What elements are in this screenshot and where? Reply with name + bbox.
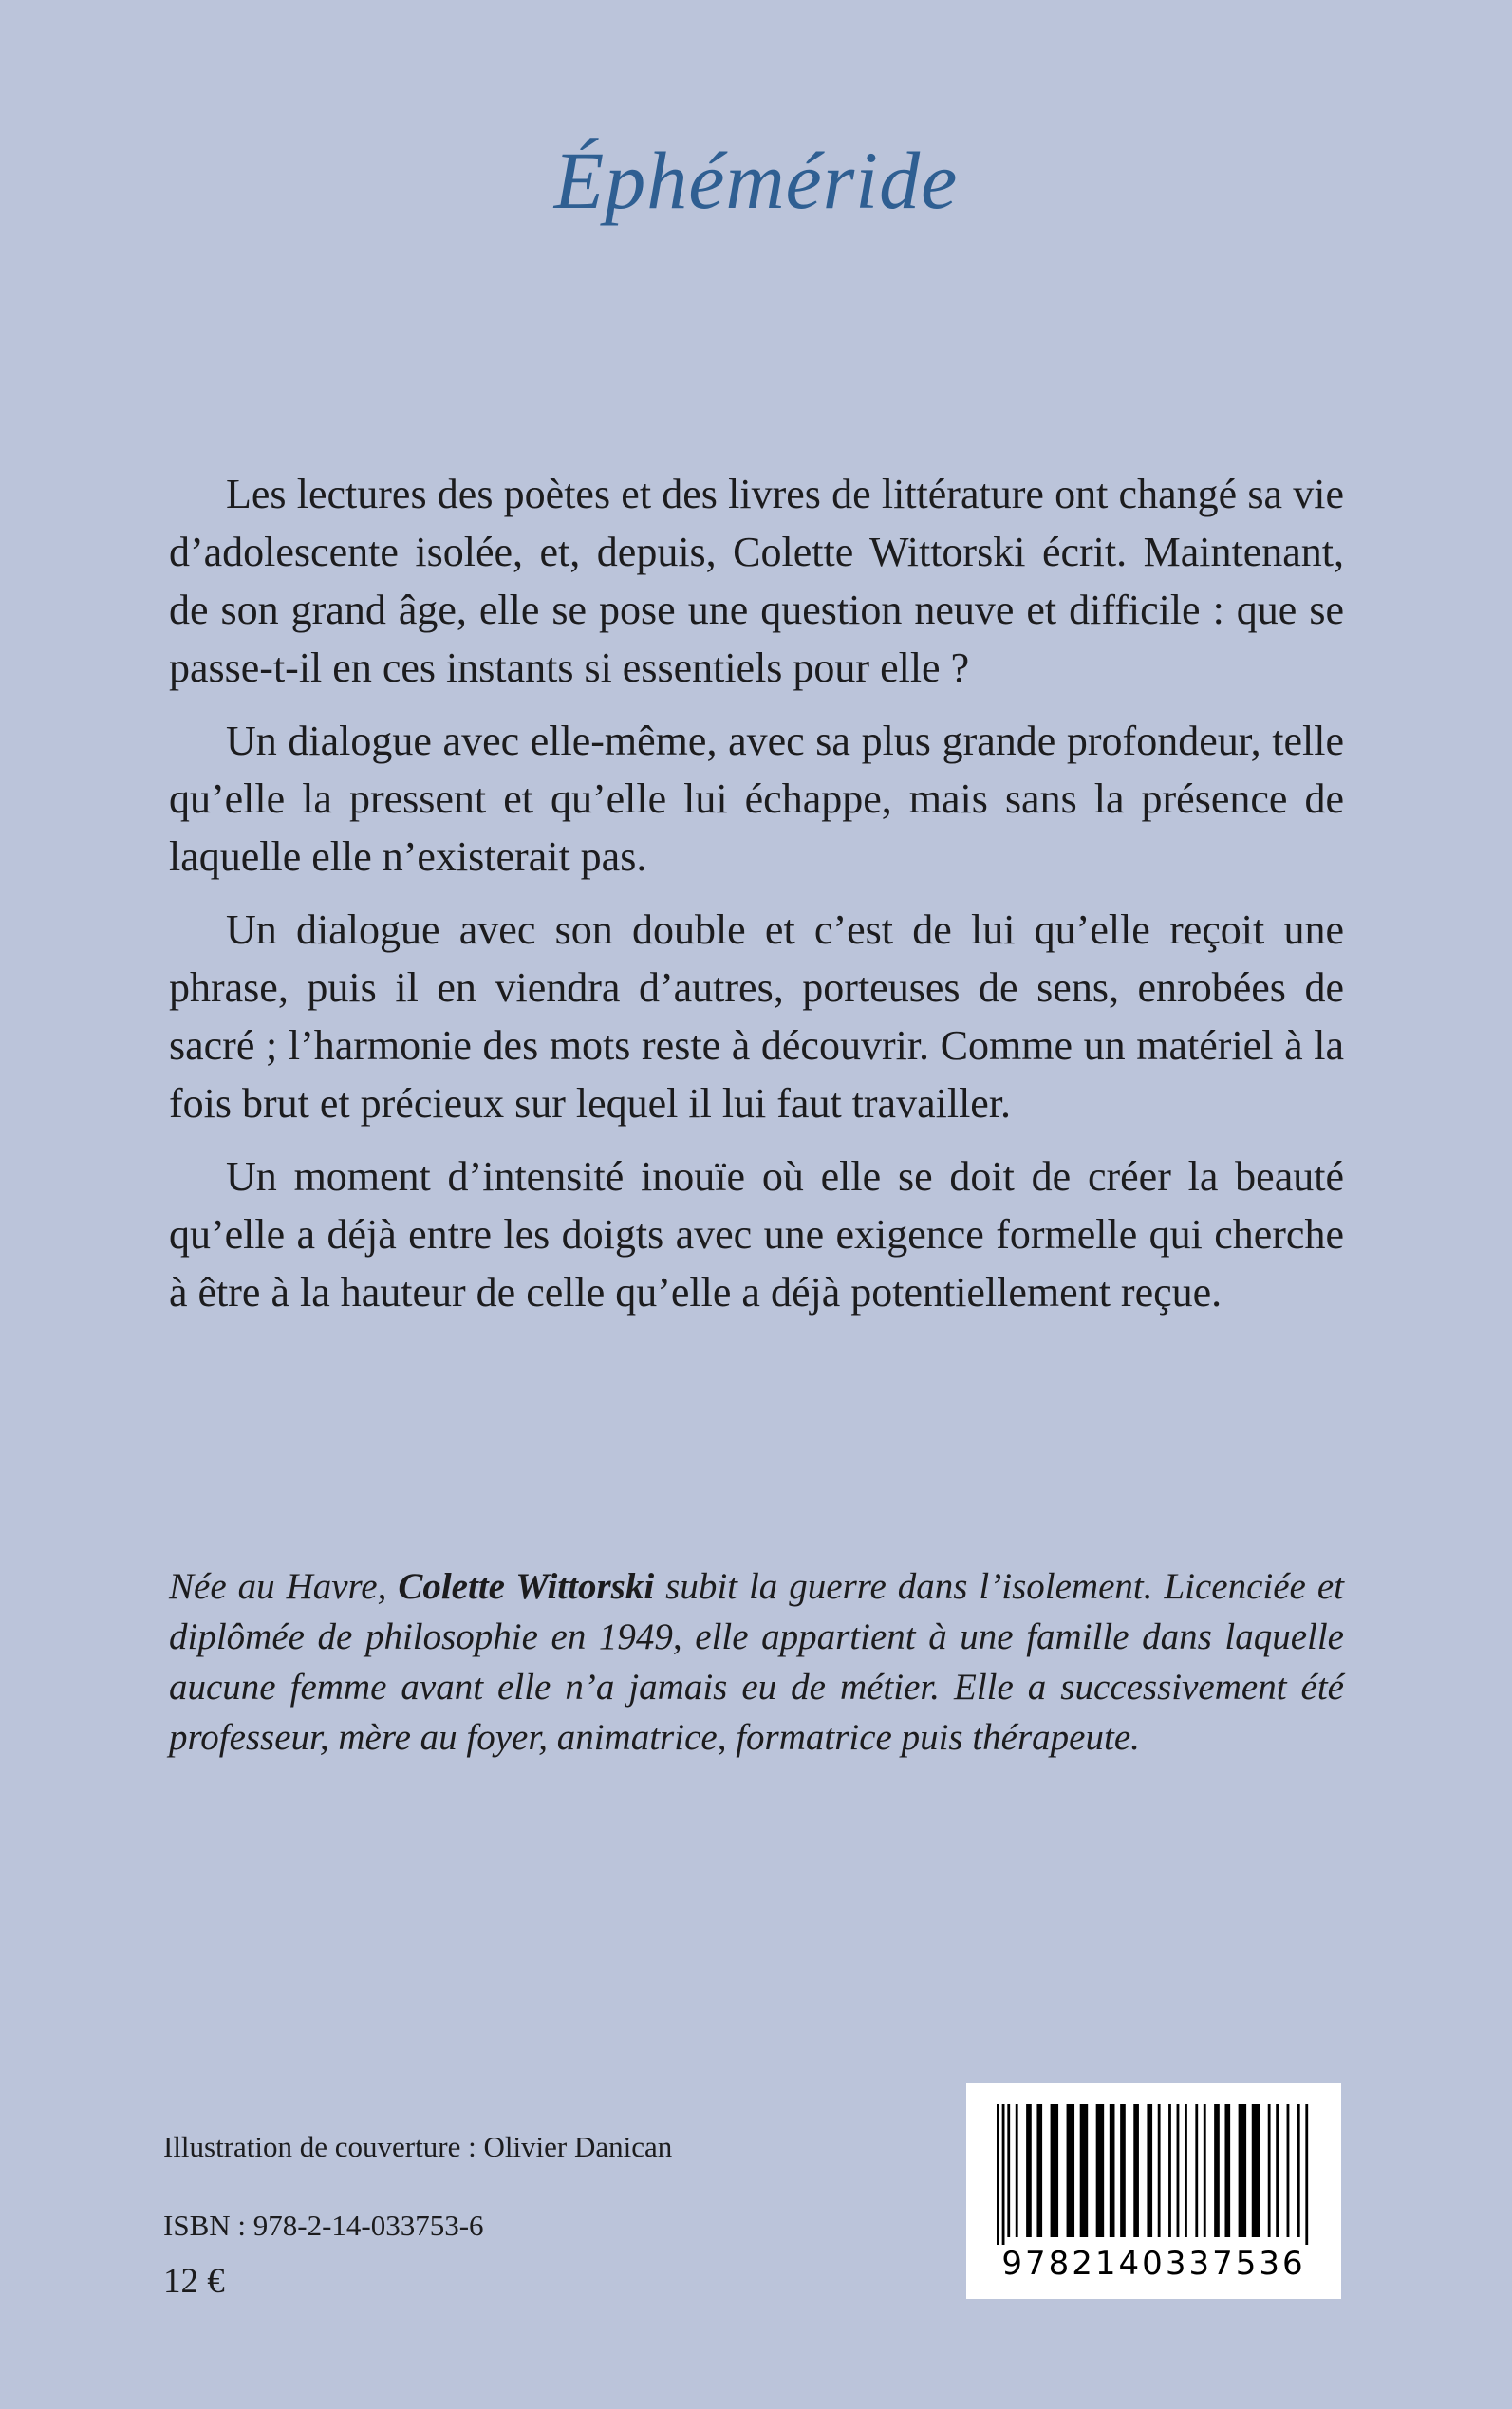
bio-body: subit la guerre dans l’isolement. Licenciée et diplômée de philosophie en 1949, elle appartient à une famille dans laquelle aucune femme avant elle n’a jamais eu de métier. Elle a successivement été professeur, mère au foyer, animatrice, formatrice puis thérapeute.	[169, 1566, 1344, 1758]
price-label: 12 €	[163, 2262, 225, 2301]
blurb-paragraph-2: Un dialogue avec elle-même, avec sa plus grande profondeur, telle qu’elle la pressent et qu’elle lui échappe, mais sans la présence de laquelle elle n’existerait pas.	[169, 718, 1344, 880]
barcode-digits: 9782140337536	[1001, 2245, 1306, 2283]
isbn-label: ISBN : 978-2-14-033753-6	[163, 2209, 484, 2242]
blurb-paragraph-3: Un dialogue avec son double et c’est de lui qu’elle reçoit une phrase, puis il en viendra d’autres, porteuses de sens, enrobées de sacré ; l’harmonie des mots reste à découvrir. Comme un matériel à la fois brut et précieux sur lequel il lui faut travailler.	[169, 906, 1344, 1127]
author-bio	[169, 1561, 1344, 1763]
barcode-bars	[997, 2104, 1311, 2245]
blurb-paragraph-4: Un moment d’intensité inouïe où elle se doit de créer la beauté qu’elle a déjà entre les doigts avec une exigence formelle qui cherche à être à la hauteur de celle qu’elle a déjà potentiellement reçue.	[169, 1153, 1344, 1316]
barcode	[966, 2083, 1341, 2299]
bio-intro: Née au Havre,	[169, 1566, 399, 1607]
blurb-paragraph-1: Les lectures des poètes et des livres de littérature ont changé sa vie d’adolescente isolée, et, depuis, Colette Wittorski écrit. Maintenant, de son grand âge, elle se pose une question neuve et difficile : que se passe-t-il en ces instants si essentiels pour elle ?	[169, 471, 1344, 691]
book-title: Éphéméride	[553, 135, 959, 226]
blurb-text	[169, 465, 1344, 1336]
illustration-credit: Illustration de couverture : Olivier Danican	[163, 2130, 673, 2163]
author-name: Colette Wittorski	[398, 1566, 655, 1607]
